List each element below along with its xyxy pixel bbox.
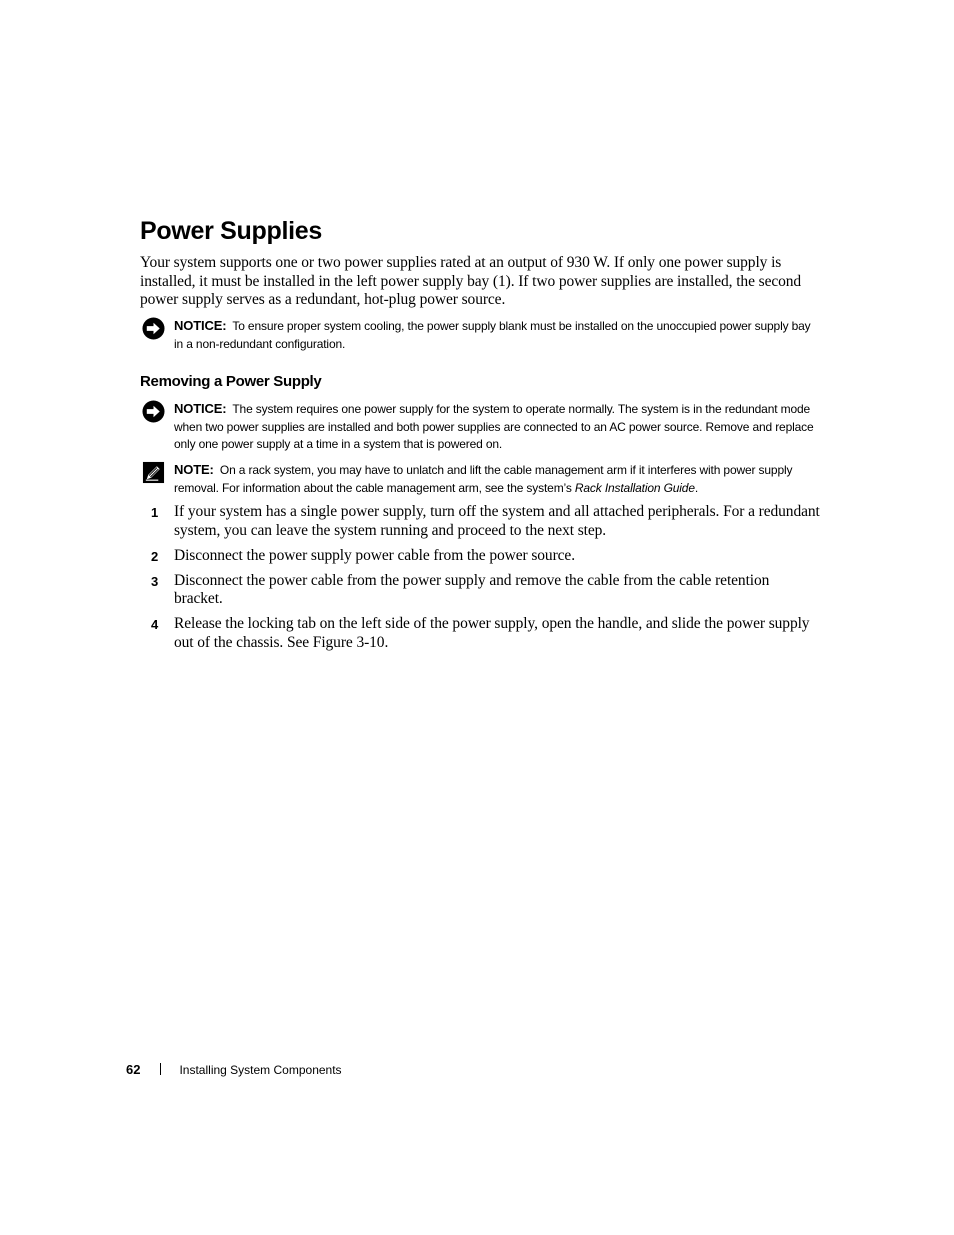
procedure-steps bbox=[140, 503, 820, 659]
note-text bbox=[174, 461, 822, 497]
step-number: 3 bbox=[151, 573, 159, 589]
notice-arrow-icon bbox=[142, 317, 165, 340]
notice-callout-redundant bbox=[142, 400, 822, 454]
note-label: NOTE: bbox=[174, 462, 214, 477]
note-body: On a rack system, you may have to unlatch and lift the cable management arm if it interferes with power supply removal. For information about the cable management arm, see the system’s bbox=[174, 463, 793, 495]
note-end: . bbox=[694, 480, 699, 495]
footer-divider bbox=[160, 1063, 161, 1075]
intro-paragraph: Your system supports one or two power supplies rated at an output of 930 W. If only one power supply is installed, it must be installed in the left power supply bay (1). If two power supplies are installed, the second power supply serves as a redundant, hot-plug power source. bbox=[140, 254, 802, 308]
note-callout-cable-arm bbox=[142, 461, 822, 497]
chapter-title: Installing System Components bbox=[179, 1063, 342, 1077]
notice-body: The system requires one power supply for the system to operate normally. The system is in the redundant mode when two power supplies are installed and both power supplies are connected to an AC power source. Remove and replace only one power supply at a time in a system that is powered on. bbox=[174, 402, 814, 451]
step-text: If your system has a single power supply, turn off the system and all attached peripherals. For a redundant system, you can leave the system running and proceed to the next step. bbox=[174, 503, 820, 539]
page-title: Power Supplies bbox=[140, 217, 322, 245]
list-item bbox=[140, 615, 820, 652]
list-item bbox=[140, 503, 820, 540]
page-number: 62 bbox=[126, 1062, 141, 1077]
notice-label: NOTICE: bbox=[174, 401, 227, 416]
list-item bbox=[140, 572, 820, 609]
notice-callout-cooling bbox=[142, 317, 822, 353]
pencil-note-icon bbox=[142, 461, 165, 484]
notice-arrow-icon bbox=[142, 400, 165, 423]
section-heading: Removing a Power Supply bbox=[140, 373, 322, 390]
step-text: Disconnect the power cable from the power supply and remove the cable from the cable retention bracket. bbox=[174, 571, 770, 607]
notice-text bbox=[174, 400, 822, 454]
page-footer bbox=[126, 1060, 342, 1080]
notice-text bbox=[174, 317, 822, 353]
list-item bbox=[140, 547, 820, 566]
notice-body: To ensure proper system cooling, the power supply blank must be installed on the unoccupied power supply bay in a non-redundant configuration. bbox=[174, 319, 811, 351]
note-guide-title: Rack Installation Guide bbox=[574, 480, 695, 495]
step-number: 4 bbox=[151, 617, 159, 632]
step-number: 2 bbox=[151, 548, 159, 564]
step-text: Disconnect the power supply power cable from the power source. bbox=[174, 546, 575, 564]
notice-label: NOTICE: bbox=[174, 318, 227, 333]
step-text: Release the locking tab on the left side of the power supply, open the handle, and slide the power supply out of the chassis. See Figure 3-10. bbox=[174, 615, 810, 651]
step-number: 1 bbox=[151, 505, 159, 520]
